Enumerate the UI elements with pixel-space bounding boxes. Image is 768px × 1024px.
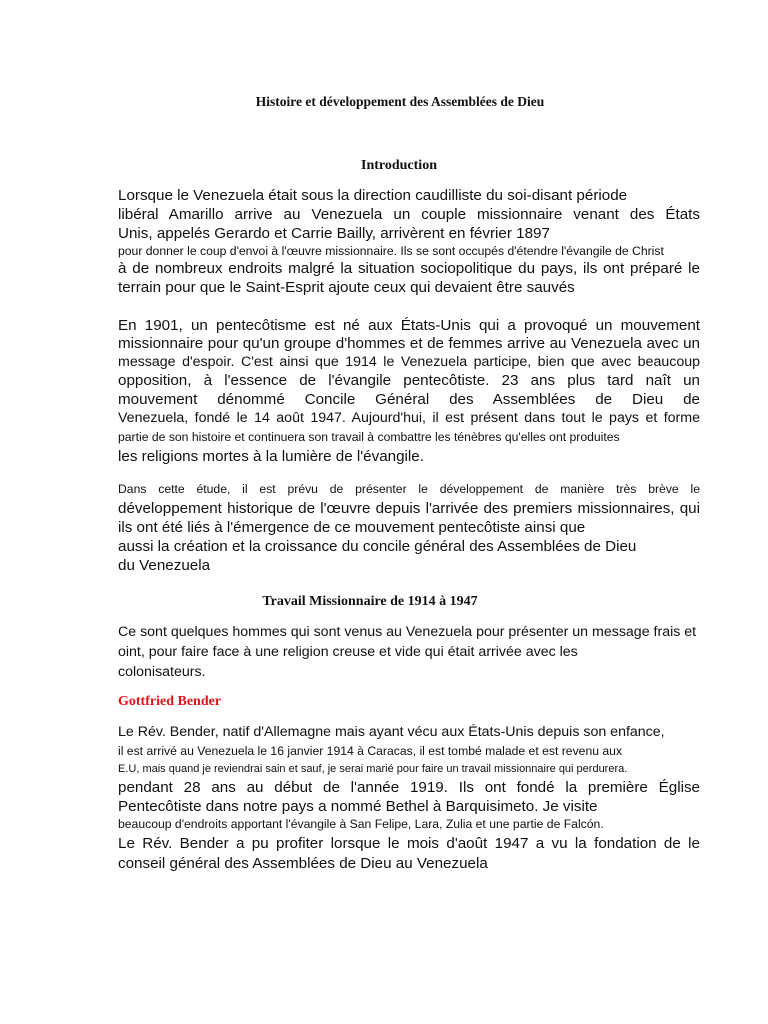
paragraph-line: à de nombreux endroits malgré la situation sociopolitique du pays, ils ont préparé le — [118, 260, 700, 277]
paragraph-pentecostalism — [118, 316, 700, 466]
paragraph-line: partie de son histoire et continuera son travail à combattre les ténèbres qu'elles ont produites — [118, 430, 620, 444]
paragraph-line: conseil général des Assemblées de Dieu au Venezuela — [118, 855, 488, 872]
document-title: Histoire et développement des Assemblées de Dieu — [255, 94, 545, 109]
paragraph-line: opposition, à l'essence de l'évangile pentecôtiste. 23 ans plus tard naît un — [118, 372, 700, 389]
section-heading: Travail Missionnaire de 1914 à 1947 — [262, 594, 478, 609]
paragraph-line: mouvement dénommé Concile Général des Assemblées de Dieu de — [118, 391, 700, 408]
paragraph-line: beaucoup d'endroits apportant l'évangile à San Felipe, Lara, Zulia et une partie de Falcón. — [118, 817, 604, 831]
paragraph-line: Lorsque le Venezuela était sous la direction caudilliste du soi-disant période — [118, 187, 628, 204]
paragraph-line: libéral Amarillo arrive au Venezuela un couple missionnaire venant des États — [118, 206, 700, 223]
paragraph-line: pour donner le coup d'envoi à l'œuvre missionnaire. Ils se sont occupés d'étendre l'évangile de Christ — [118, 244, 664, 258]
intro-heading: Introduction — [361, 158, 437, 173]
paragraph-line: ils ont été liés à l'émergence de ce mouvement pentecôtiste ainsi que — [118, 519, 586, 536]
paragraph-line: missionnaire pour qu'un groupe d'hommes et de femmes arrive au Venezuela avec un — [118, 335, 700, 352]
paragraph-line: Pentecôtiste dans notre pays a nommé Bethel à Barquisimeto. Je visite — [118, 798, 598, 815]
paragraph-line: colonisateurs. — [118, 664, 206, 680]
paragraph-line: terrain pour que le Saint-Esprit ajoute ceux qui devaient être sauvés — [118, 279, 575, 296]
paragraph-line: En 1901, un pentecôtisme est né aux États-Unis qui a provoqué un mouvement — [118, 317, 700, 334]
paragraph-line: E.U, mais quand je reviendrai sain et sauf, je serai marié pour faire un travail missionnaire qui perdurera. — [118, 763, 628, 775]
paragraph-line: aussi la création et la croissance du concile général des Assemblées de Dieu — [118, 538, 637, 555]
paragraph-missionaries — [118, 622, 700, 682]
paragraph-line: message d'espoir. C'est ainsi que 1914 le Venezuela participe, bien que avec beaucoup — [118, 354, 700, 370]
paragraph-line: oint, pour faire face à une religion creuse et vide qui était arrivée avec les — [118, 644, 578, 660]
paragraph-line: Dans cette étude, il est prévu de présenter le développement de manière très brève le — [118, 482, 700, 496]
missionary-name-heading: Gottfried Bender — [118, 694, 222, 709]
paragraph-study — [118, 480, 700, 575]
paragraph-line: du Venezuela — [118, 557, 211, 574]
paragraph-line: Venezuela, fondé le 14 août 1947. Aujourd'hui, il est présent dans tout le pays et forme — [118, 410, 700, 426]
paragraph-line: pendant 28 ans au début de l'année 1919. Ils ont fondé la première Église — [118, 779, 700, 796]
paragraph-intro — [118, 186, 700, 297]
paragraph-line: il est arrivé au Venezuela le 16 janvier 1914 à Caracas, il est tombé malade et est revenu aux — [118, 744, 623, 758]
paragraph-line: Unis, appelés Gerardo et Carrie Bailly, arrivèrent en février 1897 — [118, 225, 550, 242]
paragraph-line: développement historique de l'œuvre depuis l'arrivée des premiers missionnaires, qui — [118, 500, 700, 517]
paragraph-line: Ce sont quelques hommes qui sont venus au Venezuela pour présenter un message frais et — [118, 624, 697, 640]
paragraph-bender — [118, 722, 700, 874]
paragraph-line: Le Rév. Bender, natif d'Allemagne mais ayant vécu aux États-Unis depuis son enfance, — [118, 724, 665, 740]
paragraph-line: Le Rév. Bender a pu profiter lorsque le mois d'août 1947 a vu la fondation de le — [118, 835, 700, 852]
paragraph-line: les religions mortes à la lumière de l'évangile. — [118, 448, 424, 465]
